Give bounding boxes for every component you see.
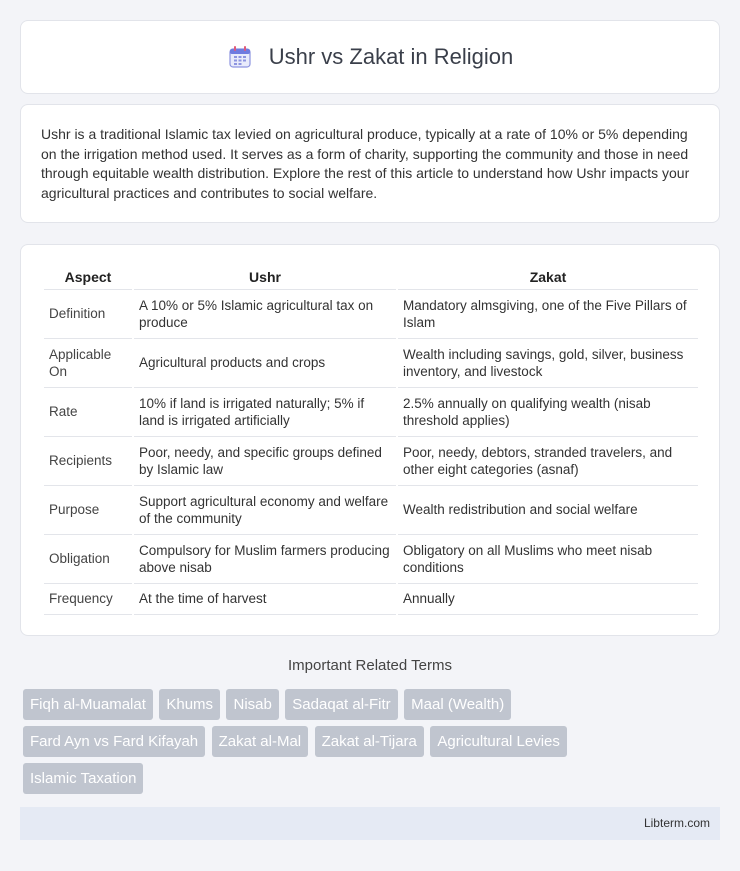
- term-tag[interactable]: Zakat al-Tijara: [315, 726, 424, 757]
- term-tag[interactable]: Zakat al-Mal: [212, 726, 309, 757]
- table-row: [44, 437, 698, 486]
- intro-text: Ushr is a traditional Islamic tax levied on agricultural produce, typically at a rate of 10% or 5% depending on the irrigation method used. It serves as a form of charity, supporting the community and those in need through equitable wealth distribution. Explore the rest of this article to understand how Ushr impacts your agricultural practices and contributes to social welfare.: [41, 126, 690, 201]
- related-terms-list: [23, 689, 723, 800]
- table-row: [44, 290, 698, 339]
- table-row: [44, 339, 698, 388]
- row-ushr: At the time of harvest: [134, 584, 396, 615]
- row-aspect: Definition: [44, 290, 132, 339]
- row-ushr: Compulsory for Muslim farmers producing above nisab: [134, 535, 396, 584]
- row-zakat: 2.5% annually on qualifying wealth (nisab threshold applies): [398, 388, 698, 437]
- row-ushr: 10% if land is irrigated naturally; 5% if land is irrigated artificially: [134, 388, 396, 437]
- row-aspect: Purpose: [44, 486, 132, 535]
- table-row: [44, 535, 698, 584]
- comparison-table: [42, 265, 700, 615]
- term-tag[interactable]: Sadaqat al-Fitr: [285, 689, 397, 720]
- footer: [20, 807, 720, 840]
- header-card: [20, 20, 720, 94]
- term-tag[interactable]: Khums: [159, 689, 220, 720]
- header-zakat: Zakat: [398, 265, 698, 290]
- intro-card: [20, 104, 720, 223]
- header-ushr: Ushr: [134, 265, 396, 290]
- row-aspect: Obligation: [44, 535, 132, 584]
- row-zakat: Obligatory on all Muslims who meet nisab conditions: [398, 535, 698, 584]
- table-row: [44, 388, 698, 437]
- term-tag[interactable]: Agricultural Levies: [430, 726, 567, 757]
- row-ushr: Poor, needy, and specific groups defined by Islamic law: [134, 437, 396, 486]
- comparison-card: [20, 244, 720, 636]
- row-zakat: Wealth including savings, gold, silver, business inventory, and livestock: [398, 339, 698, 388]
- row-ushr: Support agricultural economy and welfare of the community: [134, 486, 396, 535]
- term-tag[interactable]: Fard Ayn vs Fard Kifayah: [23, 726, 205, 757]
- row-zakat: Annually: [398, 584, 698, 615]
- calendar-icon: [227, 44, 253, 70]
- term-tag[interactable]: Maal (Wealth): [404, 689, 511, 720]
- page-title: Ushr vs Zakat in Religion: [268, 44, 514, 69]
- footer-site-link[interactable]: Libterm.com: [643, 816, 710, 830]
- related-terms-title: Important Related Terms: [288, 657, 452, 674]
- row-zakat: Mandatory almsgiving, one of the Five Pillars of Islam: [398, 290, 698, 339]
- row-ushr: Agricultural products and crops: [134, 339, 396, 388]
- row-zakat: Poor, needy, debtors, stranded travelers, and other eight categories (asnaf): [398, 437, 698, 486]
- header-aspect: Aspect: [44, 265, 132, 290]
- row-ushr: A 10% or 5% Islamic agricultural tax on produce: [134, 290, 396, 339]
- term-tag[interactable]: Fiqh al-Muamalat: [23, 689, 153, 720]
- table-row: [44, 486, 698, 535]
- row-zakat: Wealth redistribution and social welfare: [398, 486, 698, 535]
- row-aspect: Applicable On: [44, 339, 132, 388]
- table-row: [44, 584, 698, 615]
- row-aspect: Frequency: [44, 584, 132, 615]
- term-tag[interactable]: Nisab: [226, 689, 278, 720]
- row-aspect: Recipients: [44, 437, 132, 486]
- row-aspect: Rate: [44, 388, 132, 437]
- term-tag[interactable]: Islamic Taxation: [23, 763, 143, 794]
